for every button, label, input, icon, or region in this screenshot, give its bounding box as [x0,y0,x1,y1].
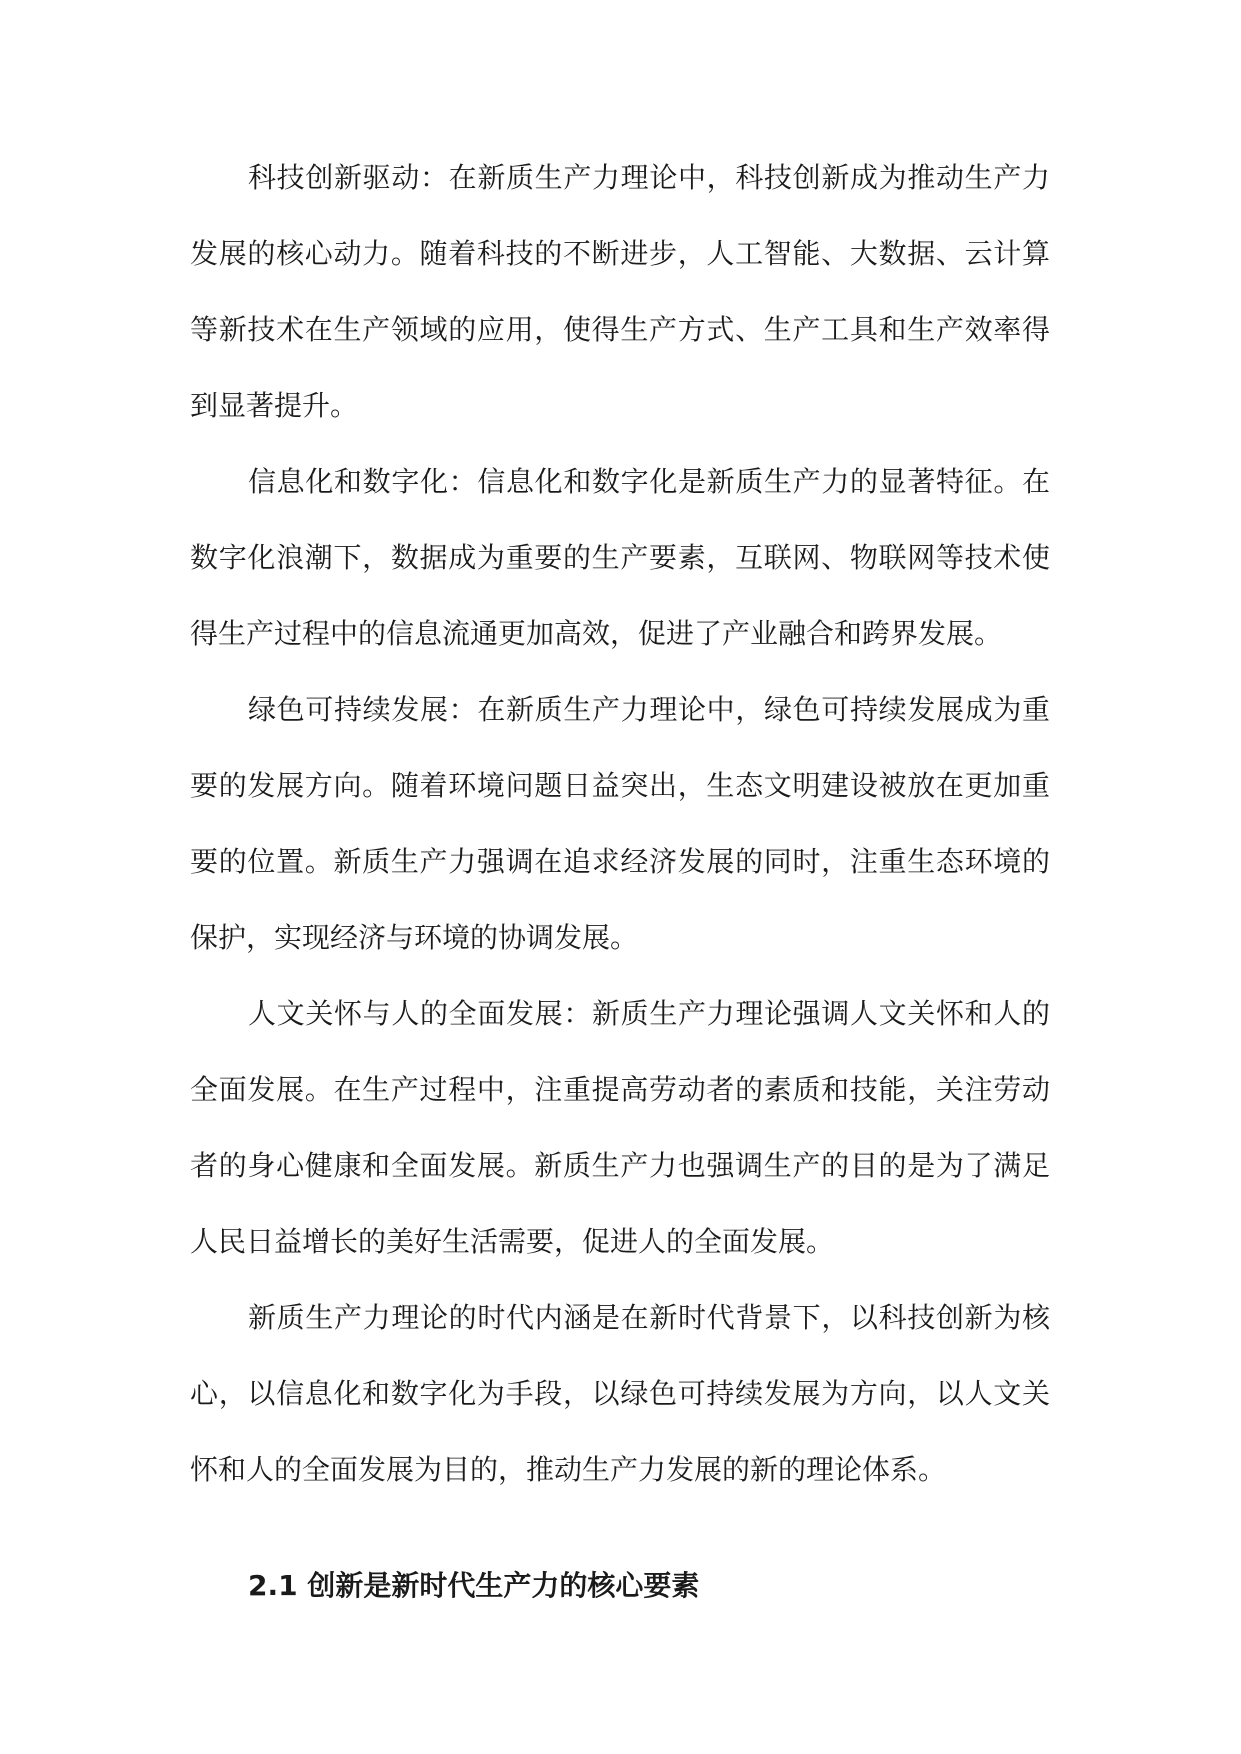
section-heading: 2.1 创新是新时代生产力的核心要素 [248,1569,700,1602]
document-page [190,140,1050,1624]
paragraph-digitalization: 信息化和数字化：信息化和数字化是新质生产力的显著特征。在数字化浪潮下，数据成为重要的生产要素，互联网、物联网等技术使得生产过程中的信息流通更加高效，促进了产业融合和跨界发展。 [190,465,1050,650]
paragraph-humanistic-care: 人文关怀与人的全面发展：新质生产力理论强调人文关怀和人的全面发展。在生产过程中，注重提高劳动者的素质和技能，关注劳动者的身心健康和全面发展。新质生产力也强调生产的目的是为了满足人民日益增长的美好生活需要，促进人的全面发展。 [190,997,1050,1258]
paragraph-green-development: 绿色可持续发展：在新质生产力理论中，绿色可持续发展成为重要的发展方向。随着环境问题日益突出，生态文明建设被放在更加重要的位置。新质生产力强调在追求经济发展的同时，注重生态环境的保护，实现经济与环境的协调发展。 [190,693,1050,954]
paragraph-tech-innovation: 科技创新驱动：在新质生产力理论中，科技创新成为推动生产力发展的核心动力。随着科技的不断进步，人工智能、大数据、云计算等新技术在生产领域的应用，使得生产方式、生产工具和生产效率得到显著提升。 [190,161,1050,422]
paragraph-summary: 新质生产力理论的时代内涵是在新时代背景下，以科技创新为核心，以信息化和数字化为手段，以绿色可持续发展为方向，以人文关怀和人的全面发展为目的，推动生产力发展的新的理论体系。 [190,1301,1050,1486]
